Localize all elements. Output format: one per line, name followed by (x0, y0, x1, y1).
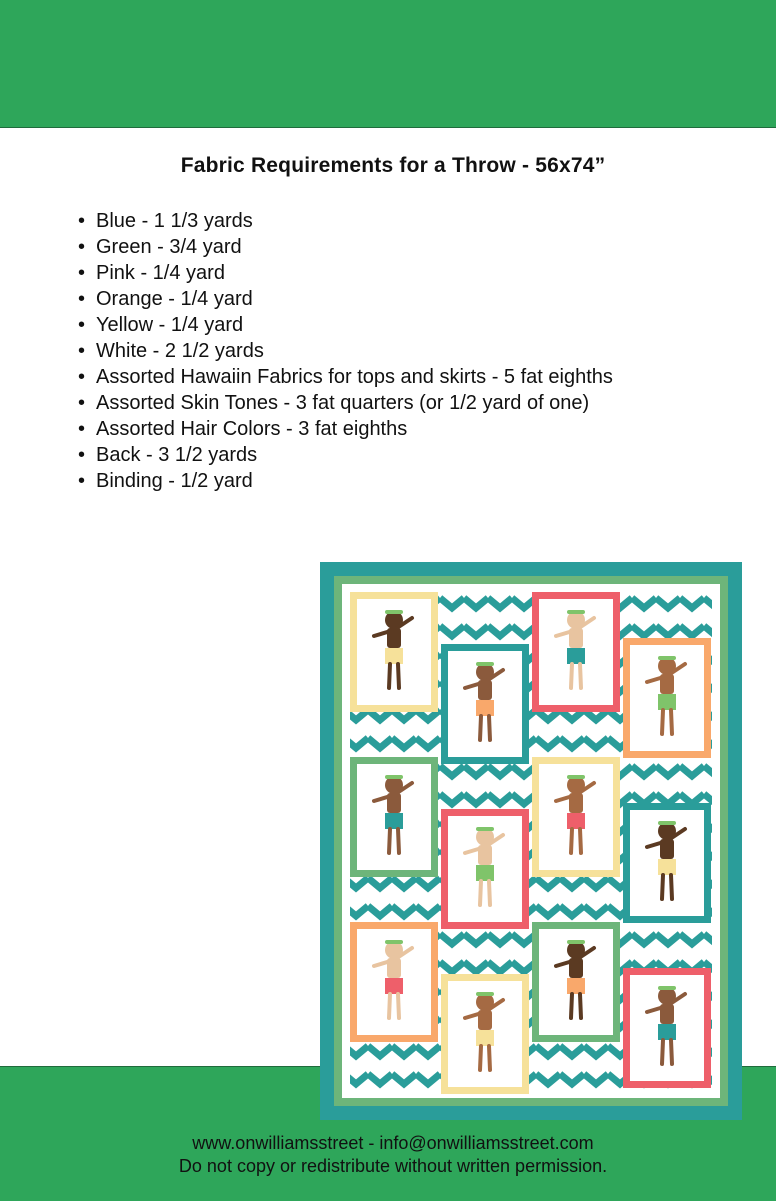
figure-leg-right (398, 829, 399, 853)
figure-lei (385, 940, 403, 944)
figure-lei (658, 656, 676, 660)
figure-body (660, 674, 674, 694)
figure-leg-right (671, 1040, 672, 1064)
figure-leg-left (571, 664, 572, 688)
figure-skirt (567, 648, 585, 664)
figure-leg-right (580, 829, 581, 853)
figure-lei (567, 610, 585, 614)
list-item: • Pink - 1/4 yard (78, 262, 225, 284)
list-item: • Assorted Hair Colors - 3 fat eighths (78, 418, 408, 440)
figure-leg-right (671, 710, 672, 734)
figure-skirt (385, 813, 403, 829)
figure-leg-left (662, 710, 663, 734)
fabric-requirements-list (78, 208, 613, 494)
figure-lei (476, 992, 494, 996)
figure-leg-right (398, 664, 399, 688)
figure-body (387, 793, 401, 813)
figure-leg-left (571, 994, 572, 1018)
footer-copyright: Do not copy or redistribute without written permission. (178, 1156, 608, 1176)
figure-leg-left (480, 881, 481, 905)
list-item: • White - 2 1/2 yards (78, 340, 264, 362)
list-item: • Assorted Hawaiin Fabrics for tops and skirts - 5 fat eighths (78, 366, 613, 388)
figure-body (478, 845, 492, 865)
figure-leg-right (580, 994, 581, 1018)
list-item: • Blue - 1 1/3 yards (78, 210, 253, 232)
figure-body (569, 958, 583, 978)
figure-body (660, 1004, 674, 1024)
figure-skirt (385, 648, 403, 664)
figure-leg-right (489, 881, 490, 905)
figure-lei (385, 610, 403, 614)
figure-leg-left (389, 994, 390, 1018)
list-item: • Back - 3 1/2 yards (78, 444, 258, 466)
figure-leg-right (489, 716, 490, 740)
page-title: Fabric Requirements for a Throw - 56x74” (180, 154, 606, 177)
footer (0, 1132, 776, 1178)
figure-body (387, 628, 401, 648)
figure-lei (476, 827, 494, 831)
figure-skirt (658, 1024, 676, 1040)
list-item: • Binding - 1/2 yard (78, 470, 253, 492)
figure-leg-left (389, 829, 390, 853)
figure-leg-right (398, 994, 399, 1018)
figure-body (569, 628, 583, 648)
figure-body (478, 1010, 492, 1030)
figure-leg-left (662, 875, 663, 899)
figure-skirt (567, 978, 585, 994)
figure-lei (567, 940, 585, 944)
list-item: • Green - 3/4 yard (78, 236, 242, 258)
top-green-band (0, 0, 776, 128)
quilt-illustration (320, 562, 742, 1120)
figure-skirt (567, 813, 585, 829)
figure-leg-right (671, 875, 672, 899)
figure-skirt (658, 694, 676, 710)
figure-leg-right (580, 664, 581, 688)
figure-skirt (658, 859, 676, 875)
figure-leg-left (389, 664, 390, 688)
figure-skirt (476, 700, 494, 716)
figure-lei (658, 986, 676, 990)
figure-leg-left (571, 829, 572, 853)
figure-leg-left (480, 1046, 481, 1070)
figure-skirt (476, 1030, 494, 1046)
figure-lei (476, 662, 494, 666)
figure-lei (658, 821, 676, 825)
figure-leg-right (489, 1046, 490, 1070)
figure-leg-left (480, 716, 481, 740)
figure-skirt (385, 978, 403, 994)
list-item: • Yellow - 1/4 yard (78, 314, 244, 336)
list-item: • Orange - 1/4 yard (78, 288, 253, 310)
figure-body (569, 793, 583, 813)
figure-skirt (476, 865, 494, 881)
list-item: • Assorted Skin Tones - 3 fat quarters (or 1/2 yard of one) (78, 392, 590, 414)
footer-contact: www.onwilliamsstreet - info@onwilliamsstreet.com (192, 1133, 594, 1153)
figure-body (660, 839, 674, 859)
figure-body (387, 958, 401, 978)
figure-lei (567, 775, 585, 779)
figure-leg-left (662, 1040, 663, 1064)
figure-lei (385, 775, 403, 779)
figure-body (478, 680, 492, 700)
